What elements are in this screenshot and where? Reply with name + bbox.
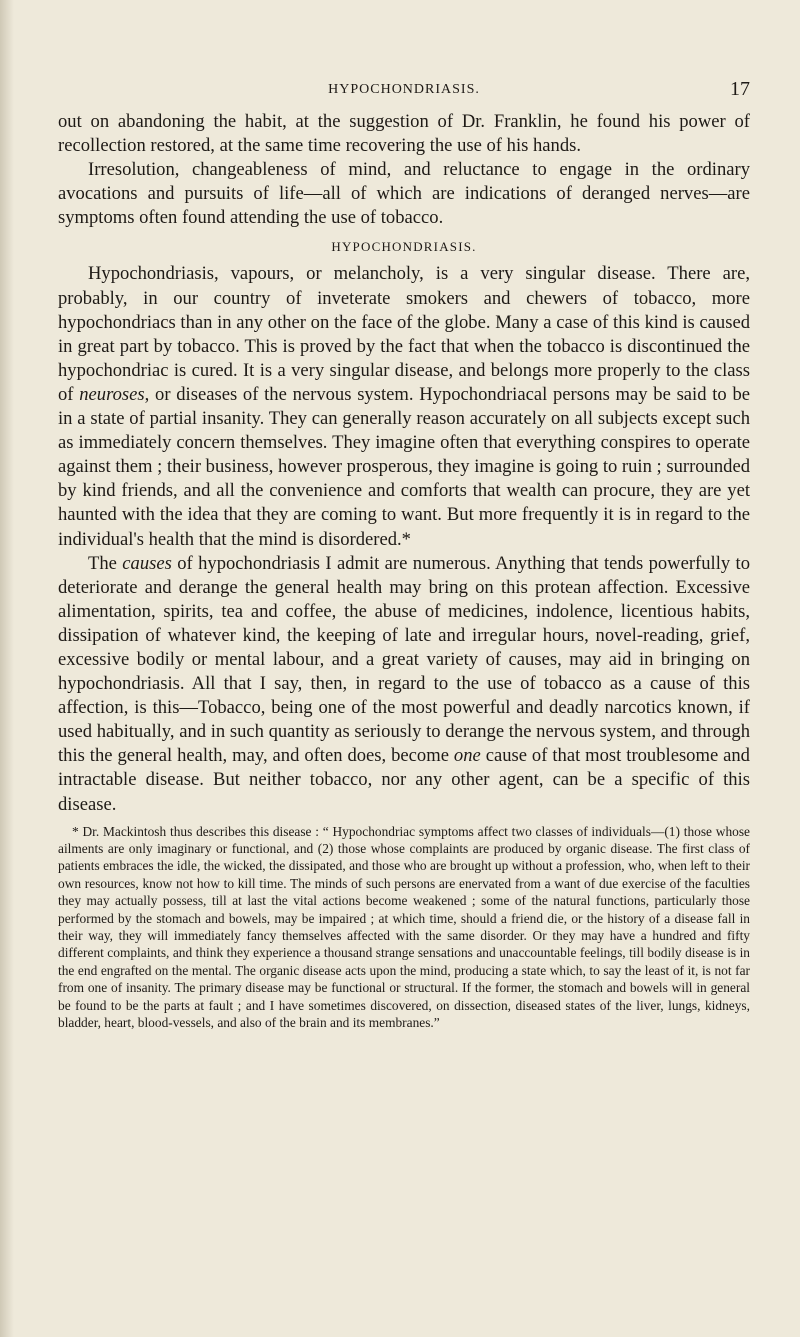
irresolution-paragraph: Irresolution, changeableness of mind, and reluctance to engage in the ordinary avocations and pursuits of life—all of which are indications of deranged nerves—are symptoms often found attending the use of tobacco.: [58, 159, 750, 229]
running-head: [58, 78, 750, 100]
para1-text-b: , or diseases of the nervous system. Hypochondriacal persons may be said to be in a state of partial insanity. They can generally reason accurately on all subjects except such as immediately concern themselves. They imagine often that everything conspires to operate against them ; their business, however prosperous, they imagine is going to ruin ; surrounded by kind friends, and all the convenience and comforts that wealth can procure, they are yet haunted with the idea that they are coming to want. But more frequently it is in regard to the individual's health that the mind is disordered.*: [58, 383, 751, 550]
running-title: HYPOCHONDRIASIS.: [328, 82, 480, 97]
hypochondriasis-paragraph: [58, 262, 750, 551]
para2-emphasis-causes: causes: [122, 552, 172, 574]
section-heading: HYPOCHONDRIASIS.: [331, 239, 477, 255]
page-number: 17: [730, 78, 750, 100]
body-text: [58, 110, 750, 1032]
para1-text-a: Hypochondriasis, vapours, or melancholy, is a very singular disease. There are, probably, in our country of inveterate smokers and chewers of tobacco, more hypochondriacs than in any other on the face of the globe. Many a case of this kind is caused in great part by tobacco. This is proved by the fact that when the tobacco is discontinued the hypochondriac is cured. It is a very singular disease, and belongs more properly to the class of: [58, 263, 750, 405]
para2-text-a: The: [88, 552, 123, 574]
para2-emphasis-one: one: [453, 745, 481, 767]
para2-text-c: cause of that most troublesome and intractable disease. But neither tobacco, nor any other agent, can be a specific of this disease.: [58, 745, 750, 815]
para1-emphasis: neuroses: [79, 383, 145, 405]
footnote: * Dr. Mackintosh thus describes this disease : “ Hypochondriac symptoms affect two classes of individuals—(1) those whose ailments are only imaginary or functional, and (2) those whose complaints are produced by organic disease. The first class of patients embraces the idle, the wicked, the dissipated, and those who are brought up without a profession, who, when left to their own resources, know not how to kill time. The minds of such persons are enervated from a want of due exercise of the faculties they may actually possess, till at last the vital actions become weakened ; some of the natural functions, particularly those performed by the stomach and bowels, may be impaired ; at which time, should a friend die, or the history of a disease fall in their way, they will immediately fancy themselves affected with the same disorder. Or they may have a hundred and fifty different complaints, and think they experience a thousand strange sensations and unaccountable feelings, till bodily disease is in the end engrafted on the mental. The organic disease acts upon the mind, producing a state which, to say the least of it, is not far from one of insanity. The primary disease may be functional or structural. If the former, the stomach and bowels will in general be found to be the parts at fault ; and I have sometimes discovered, on dissection, diseased states of the liver, lungs, kidneys, bladder, heart, blood-vessels, and also of the brain and its membranes.”: [58, 823, 750, 1031]
causes-paragraph: [58, 552, 750, 817]
continuation-paragraph: out on abandoning the habit, at the suggestion of Dr. Franklin, he found his power of recollection restored, at the same time recovering the use of his hands.: [58, 111, 750, 157]
para2-text-b: of hypochondriasis I admit are numerous. Anything that tends powerfully to deteriorate and derange the general health may bring on this protean affection. Excessive alimentation, spirits, tea and coffee, the abuse of medicines, indolence, licentious habits, dissipation of whatever kind, the keeping of late and irregular hours, novel-reading, grief, excessive bodily or mental labour, and a great variety of causes, may aid in bringing on hypochondriasis. All that I say, then, in regard to the use of tobacco as a cause of this affection, is this—Tobacco, being one of the most powerful and deadly narcotics known, if used habitually, and in such quantity as seriously to derange the nervous system, and through this the general health, may, and often does, become: [58, 552, 751, 767]
